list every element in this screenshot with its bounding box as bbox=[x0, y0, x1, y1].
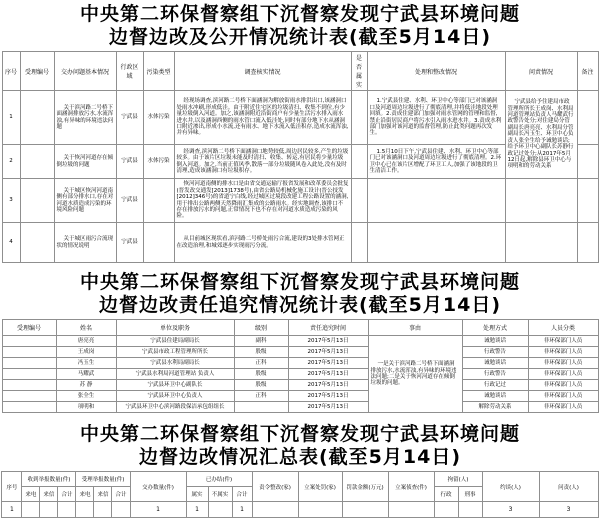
t2-name: 马耀武 bbox=[56, 369, 116, 380]
t3-subheader-letter: 来信 bbox=[40, 487, 58, 502]
t1-note bbox=[577, 223, 598, 263]
t1-case-no bbox=[20, 91, 54, 145]
t3-subheader-total: 合计 bbox=[58, 487, 76, 502]
t3-header-assigned: 交办数量(件) bbox=[130, 472, 186, 502]
t1-header-accountability: 问责情况 bbox=[505, 52, 577, 91]
t2-category: 非环保部门人员 bbox=[528, 369, 598, 380]
table-row bbox=[2, 91, 598, 145]
t1-issue: 关于恢河河道存在倾倒垃圾的问题 bbox=[54, 145, 116, 179]
t2-header-name: 姓名 bbox=[56, 320, 116, 336]
t1-header-region: 行政区域 bbox=[116, 52, 143, 91]
t2-header-date: 责任追究时间 bbox=[288, 320, 368, 336]
t1-issue: 关于滨河路二号桥下面涵洞排放污水,水流浑浊,有异味的环境违法问题 bbox=[54, 91, 116, 145]
t3-header-accountable: 问责(人) bbox=[539, 472, 598, 502]
t1-seq: 2 bbox=[2, 145, 20, 179]
t3-received-tel bbox=[22, 502, 40, 518]
table-row bbox=[2, 336, 598, 347]
t2-header-position: 单位及职务 bbox=[116, 320, 234, 336]
t3-fine bbox=[342, 502, 388, 518]
t2-name: 王成岗 bbox=[56, 347, 116, 358]
t3-subheader-criminal: 刑事 bbox=[458, 487, 482, 502]
t3-header-fine: 罚款金额(万元) bbox=[342, 472, 388, 502]
t3-header-accepted: 受理举报数量(件) bbox=[76, 472, 130, 487]
t2-category: 非环保部门人员 bbox=[528, 336, 598, 347]
t2-position: 宁武县市政工程管理所所长 bbox=[116, 347, 234, 358]
t1-type bbox=[143, 223, 174, 263]
section3-title-line1: 中央第二环保督察组下沉督察发现宁武县环境问题 bbox=[79, 423, 520, 445]
table-header-row bbox=[2, 320, 598, 336]
table-row bbox=[2, 502, 598, 518]
t3-subheader-tel: 来电 bbox=[76, 487, 94, 502]
section2-title-line2: 边督边改责任追究情况统计表(截至5月14日) bbox=[98, 294, 502, 316]
t3-ordered bbox=[252, 502, 298, 518]
t3-det-criminal bbox=[458, 502, 482, 518]
t3-seq: 1 bbox=[2, 502, 22, 518]
t3-header-received: 收到举报数量(件) bbox=[22, 472, 76, 487]
t2-date: 2017年5月13日 bbox=[288, 402, 368, 413]
t2-position: 宁武县环卫中心滨河路段保洁承包组组长 bbox=[116, 402, 234, 413]
table-header-row bbox=[2, 52, 598, 91]
t2-category: 非环保部门人员 bbox=[528, 358, 598, 369]
t2-method: 行政警告 bbox=[462, 369, 528, 380]
t3-received-total bbox=[58, 502, 76, 518]
t2-date: 2017年5月13日 bbox=[288, 380, 368, 391]
t2-method: 诫勉谈话 bbox=[462, 358, 528, 369]
t3-header-completed: 已办结(件) bbox=[186, 472, 252, 487]
t2-header-case-no: 受理编号 bbox=[2, 320, 56, 336]
t1-case-no bbox=[20, 223, 54, 263]
t2-case-no bbox=[2, 380, 56, 391]
t2-category: 非环保部门人员 bbox=[528, 380, 598, 391]
t2-level: 副科 bbox=[234, 336, 288, 347]
t1-verified bbox=[351, 91, 367, 145]
table-header-row bbox=[2, 472, 598, 487]
t3-accepted-tel bbox=[76, 502, 94, 518]
t2-level: 股级 bbox=[234, 347, 288, 358]
t2-case-no bbox=[2, 369, 56, 380]
t3-received-letter bbox=[40, 502, 58, 518]
t1-header-issue: 交办问题基本情况 bbox=[54, 52, 116, 91]
t3-assigned: 1 bbox=[130, 502, 186, 518]
t1-verified bbox=[351, 223, 367, 263]
t2-name: 唐亮亮 bbox=[56, 336, 116, 347]
t2-date: 2017年5月13日 bbox=[288, 347, 368, 358]
t1-handling bbox=[367, 179, 505, 223]
t1-verified bbox=[351, 145, 367, 179]
t2-date: 2017年5月13日 bbox=[288, 391, 368, 402]
t2-level: 正科 bbox=[234, 391, 288, 402]
t3-subheader-admin: 行政 bbox=[434, 487, 458, 502]
t1-handling: 1.5月10日下午,宁武县住建、水利、环卫中心等部门已对该涵洞口及河道周边垃圾进行了彻底清理。2.环卫中心已在该片区增配了环卫工人,加强了该地段的卫生清洁工作。 bbox=[367, 145, 505, 179]
t2-position: 宁武县环卫中心负责人 bbox=[116, 391, 234, 402]
t1-accountability bbox=[505, 179, 577, 223]
t3-interview: 3 bbox=[482, 502, 539, 518]
t1-investigation: 经调查,滨河路二号桥下面涵洞口地势较低,周边居民较多,产生的垃圾较多。由于该片区垃圾未能及时清扫、收集、转运,有居民将少量垃圾倒入河道。加之,当前正值风季,散落一部分垃圾随风卷入此处,没有及时清理,造成该涵洞口有垃圾积存。 bbox=[174, 145, 351, 179]
t1-header-case-no: 受理编号 bbox=[20, 52, 54, 91]
section2-title bbox=[0, 268, 600, 317]
section1-title-line1: 中央第二环保督察组下沉督察发现宁武县环境问题 bbox=[79, 3, 520, 25]
t3-header-seq: 序号 bbox=[2, 472, 22, 502]
t2-case-no bbox=[2, 347, 56, 358]
section1-title bbox=[0, 0, 600, 49]
t2-date: 2017年5月13日 bbox=[288, 369, 368, 380]
t3-subheader-letter: 来信 bbox=[94, 487, 112, 502]
t2-level bbox=[234, 402, 288, 413]
t1-header-handling: 处理和整改情况 bbox=[367, 52, 505, 91]
t3-filed bbox=[298, 502, 342, 518]
t2-position: 宁武县水利局副局长 bbox=[116, 358, 234, 369]
section3-title-line2: 边督边改情况汇总表(截至5月14日) bbox=[138, 446, 462, 468]
t2-position: 宁武县环卫中心副队长 bbox=[116, 380, 234, 391]
t1-header-investigation: 调查核实情况 bbox=[174, 52, 351, 91]
t1-region: 宁武县 bbox=[116, 179, 143, 223]
t2-level: 正科 bbox=[234, 358, 288, 369]
t3-header-investigated: 立案侦查(件) bbox=[388, 472, 434, 502]
t1-header-verified: 是否属实 bbox=[351, 52, 367, 91]
t1-investigation: 恢河河道南侧的排水口是由省交通运输厅报省发展和改革委员会批复(晋发改交通发[2013]1738号),由省公路局机械化施工设计(晋公技发[2012]346号)的省道宁白线,经过城区过境段改建工程公路设置的涵洞,用于排出公路两侧天然降雨汇集成的公路雨水。经实地调查,该排口不存在排放污水的问题,正常情况下也不存在对河道水质造成污染的风险。 bbox=[174, 179, 351, 223]
t2-position: 宁武县水利局河道管理站 负责人 bbox=[116, 369, 234, 380]
t2-method: 行政警告 bbox=[462, 347, 528, 358]
t2-header-cause: 事由 bbox=[368, 320, 462, 336]
t3-subheader-true: 属实 bbox=[186, 487, 208, 502]
t2-position: 宁武县住建局副局长 bbox=[116, 336, 234, 347]
t2-method: 诫勉谈话 bbox=[462, 336, 528, 347]
t2-name: 苏 静 bbox=[56, 380, 116, 391]
t2-cause: 一是关于滨河路二号桥下面涵洞排放污水,水流浑浊,有异味的环境违法问题;二是关于恢河河道存在倾倒垃圾的问题。 bbox=[368, 336, 462, 413]
t3-det-admin bbox=[434, 502, 458, 518]
t2-category: 非环保部门人员 bbox=[528, 391, 598, 402]
t2-level: 股级 bbox=[234, 369, 288, 380]
t1-header-seq: 序号 bbox=[2, 52, 20, 91]
t3-subheader-false: 不属实 bbox=[208, 487, 232, 502]
t2-name: 冯玉生 bbox=[56, 358, 116, 369]
section1-title-line2: 边督边改及公开情况统计表(截至5月14日) bbox=[108, 26, 492, 48]
t1-verified bbox=[351, 179, 367, 223]
t3-header-detention: 拘留(人) bbox=[434, 472, 482, 487]
t1-type: 水体污染 bbox=[143, 91, 174, 145]
t3-subheader-tel: 来电 bbox=[22, 487, 40, 502]
t2-name: 项明和 bbox=[56, 402, 116, 413]
t1-case-no bbox=[20, 179, 54, 223]
t3-done-true: 1 bbox=[186, 502, 208, 518]
t3-header-filed: 立案处罚(家) bbox=[298, 472, 342, 502]
t1-investigation: 从目前城区现状看,滨河路二号桥处雨污合流,建设的3处排水管网正在改造治理,和城郊逐步实现雨污分流。 bbox=[174, 223, 351, 263]
t1-seq: 1 bbox=[2, 91, 20, 145]
table-row bbox=[2, 391, 598, 402]
t1-region: 宁武县 bbox=[116, 145, 143, 179]
t2-method: 诫勉谈话 bbox=[462, 391, 528, 402]
table-row bbox=[2, 402, 598, 413]
table-row bbox=[2, 380, 598, 391]
t2-name: 张全生 bbox=[56, 391, 116, 402]
t3-done-false bbox=[208, 502, 232, 518]
t3-accepted-letter bbox=[94, 502, 112, 518]
section2-title-line1: 中央第二环保督察组下沉督察发现宁武县环境问题 bbox=[79, 271, 520, 293]
t1-handling bbox=[367, 223, 505, 263]
t2-case-no bbox=[2, 391, 56, 402]
t2-date: 2017年5月13日 bbox=[288, 336, 368, 347]
t2-case-no bbox=[2, 358, 56, 369]
t3-investigated bbox=[388, 502, 434, 518]
t3-header-interview: 约谈(人) bbox=[482, 472, 539, 502]
t1-issue: 关于城区恢河河道南侧有部分排水口,存在对河道水质造成污染的环境风险问题 bbox=[54, 179, 116, 223]
t3-subheader-total: 合计 bbox=[232, 487, 252, 502]
section3-title bbox=[0, 420, 600, 469]
t1-header-note: 备注 bbox=[577, 52, 598, 91]
t1-seq: 4 bbox=[2, 223, 20, 263]
t2-case-no bbox=[2, 402, 56, 413]
t1-accountability bbox=[505, 223, 577, 263]
accountability-table bbox=[2, 319, 599, 413]
t2-date: 2017年5月13日 bbox=[288, 358, 368, 369]
t1-investigation: 经现场调查,滨河路二号桥下面涵洞为解放街雨水排洪出口,该涵洞口处雨水冲刷,形成低洼。由于附近住宅区的垃圾清扫、收集不到位,有少量垃圾倒入河道。加之,该涵洞附近沿街商户有少量生活污水排入雨水进水井,以及涵洞西侧的雨水管口流入低洼处,同时有部分地下水从涵洞口附近渗出,形成小水流,还有雨水、地下水流入低洼积存,造成水流浑浊,并有异味。 bbox=[174, 91, 351, 145]
t1-accountability: 宁武县给予住建局市政管理所所长王成岗、水利局河道管理站负责人马耀武行政警告处分;对住建局分管副局长唐亮亮、水利局分管副局长冯玉生、环卫中心负责人张全生给予诫勉谈话;给予环卫中心副队长苏静行政记过处分;从2017年5月12日起,解除县环卫中心与项明和的劳动关系 bbox=[505, 91, 577, 179]
t2-method: 行政记过 bbox=[462, 380, 528, 391]
t2-case-no bbox=[2, 336, 56, 347]
t1-note bbox=[577, 179, 598, 223]
t1-seq: 3 bbox=[2, 179, 20, 223]
t1-region: 宁武县 bbox=[116, 223, 143, 263]
table-row bbox=[2, 179, 598, 223]
t1-region: 宁武县 bbox=[116, 91, 143, 145]
public-status-table bbox=[2, 51, 599, 263]
t1-case-no bbox=[20, 145, 54, 179]
t1-header-type: 污染类型 bbox=[143, 52, 174, 91]
t2-category: 非环保部门人员 bbox=[528, 347, 598, 358]
t1-issue: 关于城区雨污合流现状的情况说明 bbox=[54, 223, 116, 263]
t1-type bbox=[143, 179, 174, 223]
t3-header-ordered: 责令整改(家) bbox=[252, 472, 298, 502]
summary-table bbox=[1, 471, 598, 518]
t3-accountable: 3 bbox=[539, 502, 598, 518]
t2-category: 非环保部门人员 bbox=[528, 402, 598, 413]
t3-accepted-total bbox=[112, 502, 130, 518]
t2-header-category: 人员分类 bbox=[528, 320, 598, 336]
t3-subheader-total: 合计 bbox=[112, 487, 130, 502]
t2-header-level: 级别 bbox=[234, 320, 288, 336]
table-row bbox=[2, 369, 598, 380]
t1-type: 水体污染 bbox=[143, 145, 174, 179]
table-row bbox=[2, 358, 598, 369]
t1-note bbox=[577, 91, 598, 145]
t3-done-total: 1 bbox=[232, 502, 252, 518]
t2-header-method: 处理方式 bbox=[462, 320, 528, 336]
t1-handling: 1.宁武县住建、水利、环卫中心等部门已对该涵洞口及河道周边垃圾进行了彻底清理,并将低洼地段处理回填。2.责成住建部门加强对雨水管网的管理和监督,禁止沿街居民商户将污水引入雨水进水井。3.责成水利部门加强对该河道的监督管理,防止此类问题再次发生。 bbox=[367, 91, 505, 145]
table-row bbox=[2, 347, 598, 358]
t2-level: 股级 bbox=[234, 380, 288, 391]
t1-note bbox=[577, 145, 598, 179]
table-row bbox=[2, 223, 598, 263]
t2-method: 解除劳动关系 bbox=[462, 402, 528, 413]
